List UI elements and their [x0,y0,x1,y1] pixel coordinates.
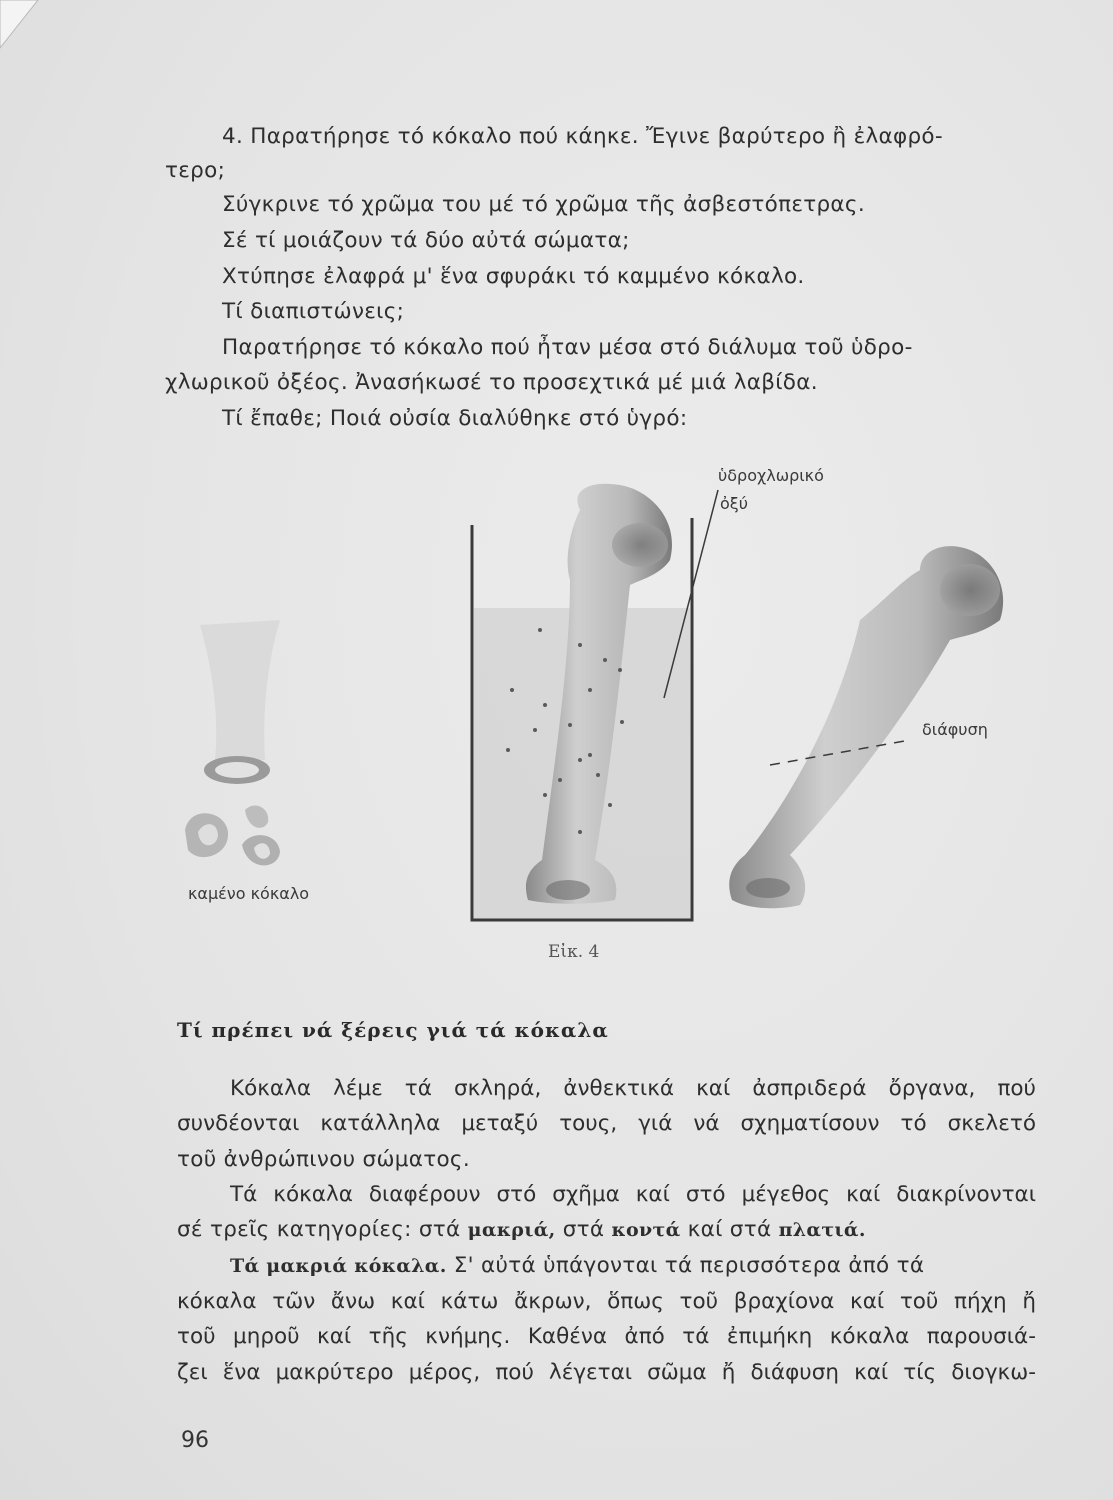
figure-bones-illustration [150,460,1050,940]
page-number: 96 [181,1428,209,1453]
paragraph-1-line-1: Κόκαλα λέμε τά σκληρά, ἀνθεκτικά καί ἀσπριδερά ὄργανα, πού [230,1076,1036,1101]
paragraph-3-line-2: κόκαλα τῶν ἄνω καί κάτω ἄκρων, ὅπως τοῦ βραχίονα καί τοῦ πήχη ἤ [177,1289,1036,1314]
beaker-with-acid [472,484,718,920]
exercise-line-6: Τί διαπιστώνεις; [222,299,405,324]
exercise-line-7: Παρατήρησε τό κόκαλο πού ἦταν μέσα στό διάλυμα τοῦ ὑδρο- [222,335,913,360]
paragraph-3-line-4: ζει ἕνα μακρύτερο μέρος, πού λέγεται σῶμα ἤ διάφυση καί τίς διογκω- [177,1360,1036,1385]
page-corner-fold [0,0,40,50]
label-hydrochloric-acid-line-2: ὀξύ [720,494,748,513]
burnt-bone-drawing [185,620,280,865]
paragraph-2-line-1: Τά κόκαλα διαφέρουν στό σχῆμα καί στό μέγεθος καί διακρίνονται [230,1182,1036,1207]
paragraph-1-line-2: συνδέονται κατάλληλα μεταξύ τους, γιά νά σχηματίσουν τό σκελετό [177,1111,1036,1136]
exercise-line-2: τερο; [165,158,226,183]
paragraph-2-text-b: στά [555,1217,612,1242]
paragraph-3-line-1 [230,1253,924,1278]
paragraph-2-text-a: σέ τρεῖς κατηγορίες: στά [177,1217,468,1242]
paragraph-2-line-2 [177,1217,866,1242]
term-flat-bones: πλατιά. [778,1219,866,1241]
exercise-line-8: χλωρικοῦ ὀξέος. Ἀνασήκωσέ το προσεχτικά μέ μιά λαβίδα. [165,370,818,395]
paragraph-1-line-3: τοῦ ἀνθρώπινου σώματος. [177,1147,470,1172]
term-short-bones: κοντά [611,1219,681,1241]
label-hydrochloric-acid-line-1: ὑδροχλωρικό [718,466,824,485]
term-long-bones: μακριά, [467,1219,556,1241]
exercise-line-1: 4. Παρατήρησε τό κόκαλο πού κάηκε. Ἔγινε βαρύτερο ἢ ἐλαφρό- [222,124,943,149]
paragraph-2-text-c: καί στά [680,1217,779,1242]
label-diaphysis: διάφυση [922,720,988,739]
section-heading: Τί πρέπει νά ξέρεις γιά τά κόκαλα [177,1018,609,1042]
exercise-line-9: Τί ἔπαθε; Ποιά οὐσία διαλύθηκε στό ὑγρό: [222,406,688,431]
paragraph-3-line-3: τοῦ μηροῦ καί τῆς κνήμης. Καθένα ἀπό τά ἐπιμήκη κόκαλα παρουσιά- [177,1324,1036,1349]
paragraph-3-lead-term: Τά μακριά κόκαλα. [230,1255,447,1277]
exercise-line-4: Σέ τί μοιάζουν τά δύο αὐτά σώματα; [222,228,630,253]
label-burnt-bone: καμένο κόκαλο [188,884,310,903]
exercise-line-3: Σύγκρινε τό χρῶμα του μέ τό χρῶμα τῆς ἀσβεστόπετρας. [222,192,865,217]
figure-caption: Εἰκ. 4 [548,942,600,962]
paragraph-3-line-1-text: Σ' αὐτά ὑπάγονται τά περισσότερα ἀπό τά [446,1253,925,1278]
exercise-line-5: Χτύπησε ἐλαφρά μ' ἕνα σφυράκι τό καμμένο κόκαλο. [222,264,805,289]
